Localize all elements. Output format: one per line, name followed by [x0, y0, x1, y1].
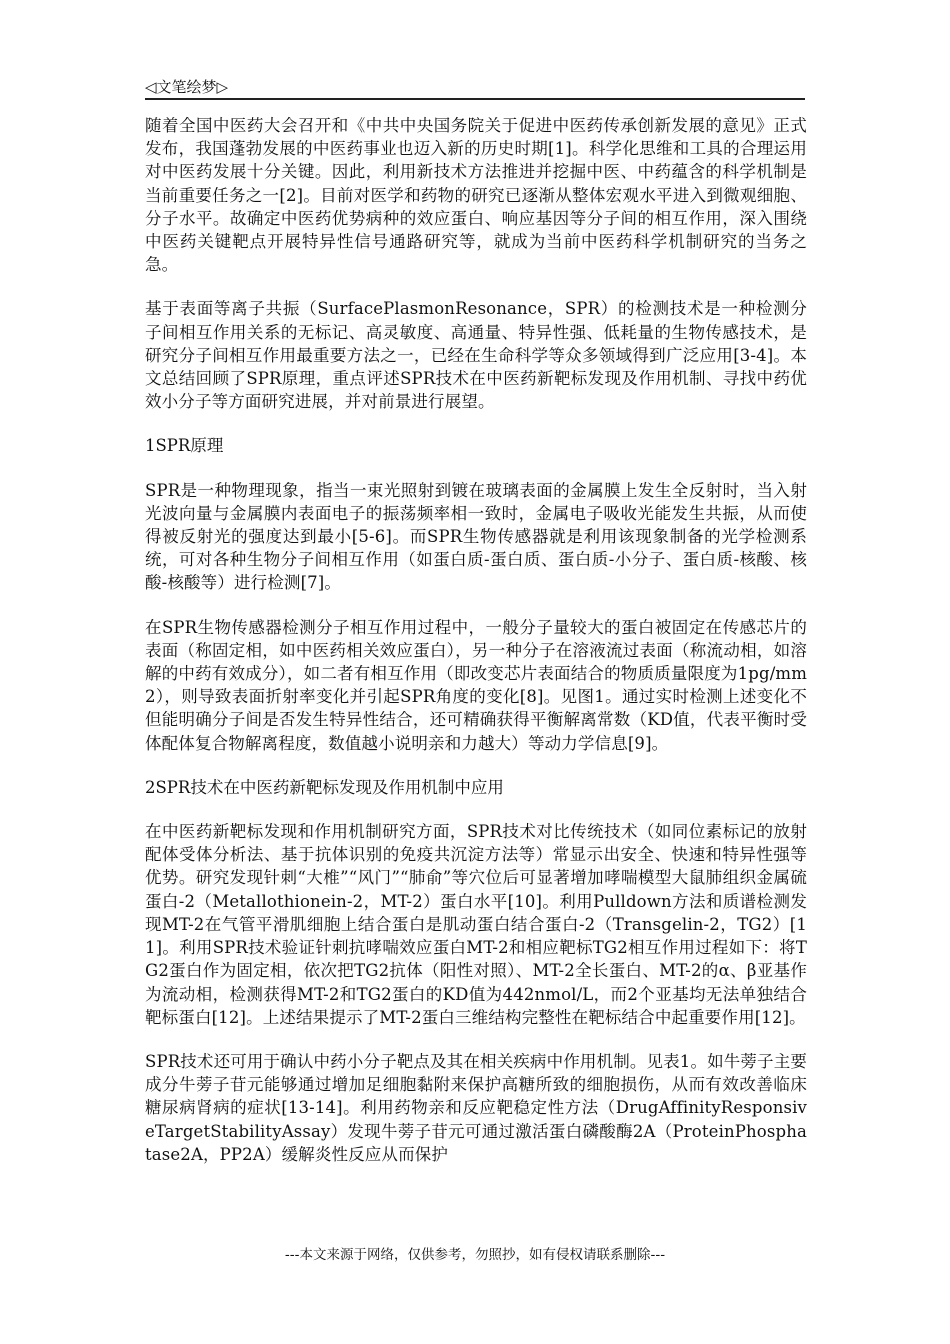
header-brand: ◁文笔绘梦▷ [145, 78, 229, 96]
document-body [145, 114, 807, 1187]
header-divider [145, 98, 805, 100]
document-header [145, 76, 805, 98]
footer-disclaimer: ---本文来源于网络，仅供参考，勿照抄，如有侵权请联系删除--- [284, 1247, 666, 1263]
section1-paragraph-2: 在SPR生物传感器检测分子相互作用过程中，一般分子量较大的蛋白被固定在传感芯片的表面（称固定相，如中医药相关效应蛋白），另一种分子在溶液流过表面（称流动相，如溶解的中药有效成分），如二者有相互作用（即改变芯片表面结合的物质质量限度为1pg/mm2），则导致表面折射率变化并引起SPR角度的变化[8]。见图1。通过实时检测上述变化不但能明确分子间是否发生特异性结合，还可精确获得平衡解离常数（KD值，代表平衡时受体配体复合物解离程度，数值越小说明亲和力越大）等动力学信息[9]。 [145, 617, 807, 753]
section-heading-2: 2SPR技术在中医药新靶标发现及作用机制中应用 [145, 777, 504, 797]
section2-paragraph-1: 在中医药新靶标发现和作用机制研究方面，SPR技术对比传统技术（如同位素标记的放射配体受体分析法、基于抗体识别的免疫共沉淀方法等）常显示出安全、快速和特异性强等优势。研究发现针刺“大椎”“风门”“肺俞”等穴位后可显著增加哮喘模型大鼠肺组织金属硫蛋白-2（Metallothionein-2，MT-2）蛋白水平[10]。利用Pulldown方法和质谱检测发现MT-2在气管平滑肌细胞上结合蛋白是肌动蛋白结合蛋白-2（Transgelin-2，TG2）[11]。利用SPR技术验证针刺抗哮喘效应蛋白MT-2和相应靶标TG2相互作用过程如下：将TG2蛋白作为固定相，依次把TG2抗体（阳性对照）、MT-2全长蛋白、MT-2的α、β亚基作为流动相，检测获得MT-2和TG2蛋白的KD值为442nmol/L，而2个亚基均无法单独结合靶标蛋白[12]。上述结果提示了MT-2蛋白三维结构完整性在靶标结合中起重要作用[12]。 [145, 822, 807, 1027]
intro-paragraph-2: 基于表面等离子共振（SurfacePlasmonResonance，SPR）的检测技术是一种检测分子间相互作用关系的无标记、高灵敏度、高通量、特异性强、低耗量的生物传感技术，是研究分子间相互作用最重要方法之一，已经在生命科学等众多领域得到广泛应用[3-4]。本文总结回顾了SPR原理，重点评述SPR技术在中医药新靶标发现及作用机制、寻找中药优效小分子等方面研究进展，并对前景进行展望。 [145, 299, 807, 412]
section2-paragraph-2: SPR技术还可用于确认中药小分子靶点及其在相关疾病中作用机制。见表1。如牛蒡子主要成分牛蒡子苷元能够通过增加足细胞黏附来保护高糖所致的细胞损伤，从而有效改善临床糖尿病肾病的症状[13-14]。利用药物亲和反应靶稳定性方法（DrugAffinityResponsiveTargetStabilityAssay）发现牛蒡子苷元可通过激活蛋白磷酸酶2A（ProteinPhosphatase2A，PP2A）缓解炎性反应从而保护 [145, 1051, 807, 1164]
section1-paragraph-1: SPR是一种物理现象，指当一束光照射到镀在玻璃表面的金属膜上发生全反射时，当入射光波向量与金属膜内表面电子的振荡频率相一致时，金属电子吸收光能发生共振，从而使得被反射光的强度达到最小[5-6]。而SPR生物传感器就是利用该现象制备的光学检测系统，可对各种生物分子间相互作用（如蛋白质-蛋白质、蛋白质-小分子、蛋白质-核酸、核酸-核酸等）进行检测[7]。 [145, 480, 807, 593]
section-heading-1: 1SPR原理 [145, 436, 224, 456]
intro-paragraph-1: 随着全国中医药大会召开和《中共中央国务院关于促进中医药传承创新发展的意见》正式发布，我国蓬勃发展的中医药事业也迈入新的历史时期[1]。科学化思维和工具的合理运用对中医药发展十分关键。因此，利用新技术方法推进并挖掘中医、中药蕴含的科学机制是当前重要任务之一[2]。目前对医学和药物的研究已逐渐从整体宏观水平进入到微观细胞、分子水平。故确定中医药优势病种的效应蛋白、响应基因等分子间的相互作用，深入围绕中医药关键靶点开展特异性信号通路研究等，就成为当前中医药科学机制研究的当务之急。 [145, 116, 807, 275]
